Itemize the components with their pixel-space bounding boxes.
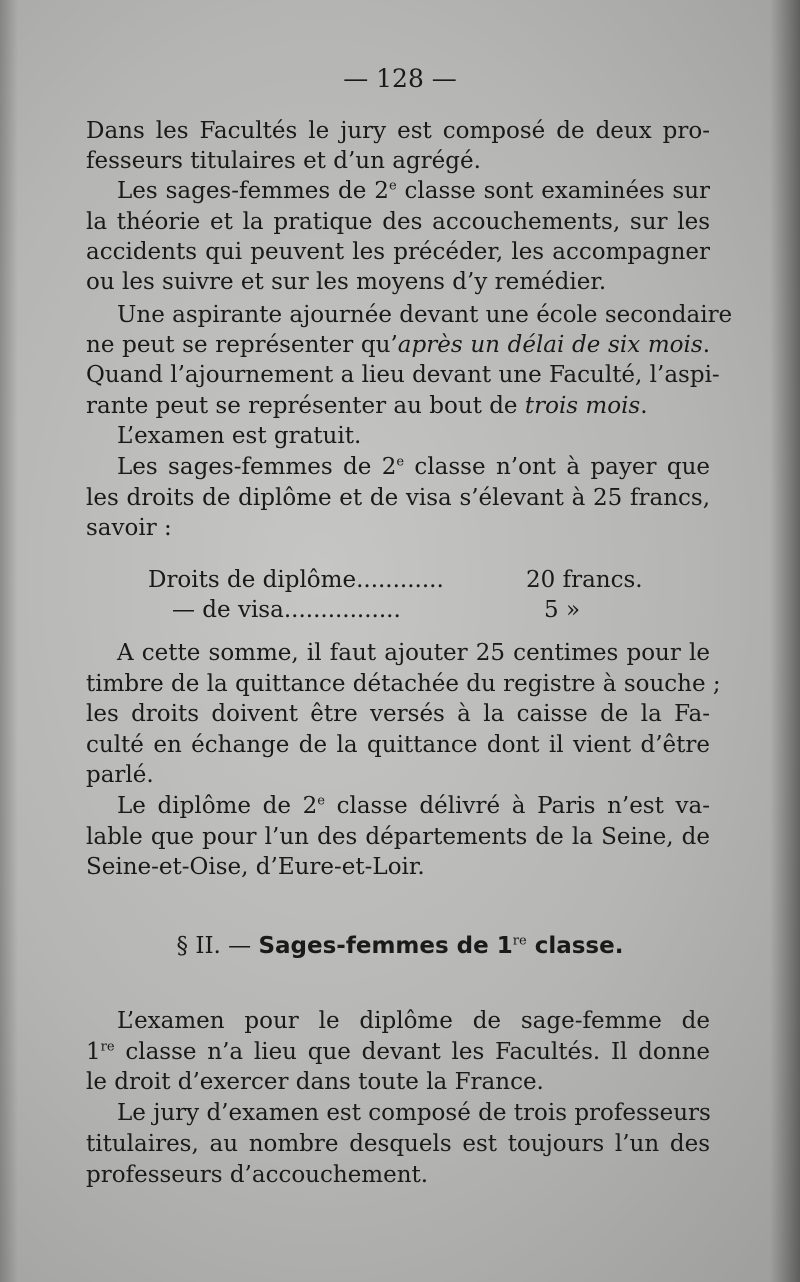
fee-label-visa: — de visa................ xyxy=(172,597,401,623)
text-line: Dans les Facultés le jury est composé de deux pro- xyxy=(86,118,710,144)
text-line: timbre de la quittance détachée du registre à souche ; xyxy=(86,671,721,697)
text-line: Quand l’ajournement a lieu devant une Faculté, l’aspi- xyxy=(86,362,720,388)
text-line: Le jury d’examen est composé de trois professeurs xyxy=(117,1100,711,1126)
text-line: A cette somme, il faut ajouter 25 centimes pour le xyxy=(117,640,710,666)
fee-amount-visa: 5 » xyxy=(544,597,581,623)
text-line: rante peut se représenter au bout de trois mois. xyxy=(86,393,648,419)
fee-amount-diploma: 20 francs. xyxy=(526,567,643,593)
text-line: ne peut se représenter qu’après un délai de six mois. xyxy=(86,332,710,358)
text-line: fesseurs titulaires et d’un agrégé. xyxy=(86,148,481,174)
text-line: lable que pour l’un des départements de la Seine, de xyxy=(86,824,710,850)
text-line: professeurs d’accouchement. xyxy=(86,1162,429,1188)
text-line: culté en échange de la quittance dont il vient d’être xyxy=(86,732,710,758)
page-number: — 128 — xyxy=(343,64,457,93)
text-line: la théorie et la pratique des accouchements, sur les xyxy=(86,209,710,235)
text-line: savoir : xyxy=(86,515,172,541)
text-line: 1re classe n’a lieu que devant les Facultés. Il donne xyxy=(86,1039,710,1065)
text-line: L’examen pour le diplôme de sage-femme de xyxy=(117,1008,710,1034)
text-line: les droits doivent être versés à la caisse de la Fa- xyxy=(86,701,710,727)
text-line: le droit d’exercer dans toute la France. xyxy=(86,1069,544,1095)
text-line: les droits de diplôme et de visa s’élevant à 25 francs, xyxy=(86,485,710,511)
text-line: accidents qui peuvent les précéder, les accompagner xyxy=(86,239,710,265)
fee-label-diploma: Droits de diplôme............ xyxy=(148,567,444,593)
text-line: L’examen est gratuit. xyxy=(117,423,362,449)
text-line: ou les suivre et sur les moyens d’y remédier. xyxy=(86,269,607,295)
text-line: titulaires, au nombre desquels est toujours l’un des xyxy=(86,1131,710,1157)
text-line: parlé. xyxy=(86,762,154,788)
text-line: Une aspirante ajournée devant une école secondaire xyxy=(117,302,733,328)
text-line: Les sages-femmes de 2e classe n’ont à payer que xyxy=(117,454,710,480)
text-line: Le diplôme de 2e classe délivré à Paris n’est va- xyxy=(117,793,710,819)
text-line: Seine-et-Oise, d’Eure-et-Loir. xyxy=(86,854,425,880)
text-line: Les sages-femmes de 2e classe sont examinées sur xyxy=(117,178,711,204)
section-heading: § II. — Sages-femmes de 1re classe. xyxy=(176,933,624,959)
